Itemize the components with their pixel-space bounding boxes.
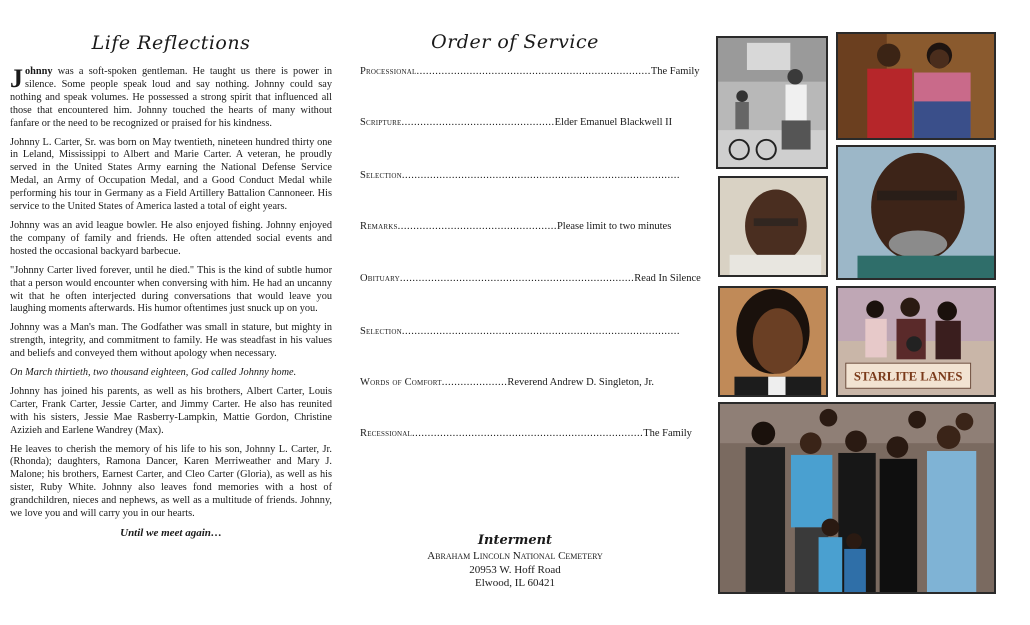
starlite-lanes-sign: STARLITE LANES [853, 369, 963, 384]
service-item-label: Selection [360, 170, 402, 181]
leader-dots: ......................................................................................... [401, 326, 680, 337]
family-group-image [720, 404, 994, 592]
reflection-paragraph-8: He leaves to cherish the memory of his life to his son, Johnny L. Carter, Jr. (Rhonda); daughters, Ramona Dancer, Karen Merriweather and Mary J. Malone; his brothers, Earnest Carter, and Cleo Carter (Gloria), as well as his sister, Ruby White. Johnny also leaves fond memories with a host of grandchildren, nieces and nephews, as well as a multitude of friends. Johnny, we love you and will carry you in our hearts. [10, 443, 332, 520]
photo-collage [716, 0, 1000, 625]
photo-portrait-smile [718, 176, 828, 277]
photo-young-man [718, 286, 828, 397]
leader-dots: ..................... [441, 377, 508, 388]
service-item-value: Read In Silence [634, 273, 701, 284]
reflection-paragraph-6: On March thirtieth, two thousand eighteen, God called Johnny home. [10, 367, 297, 379]
cemetery-name: Abraham Lincoln National Cemetery [427, 550, 603, 563]
reflection-paragraph-7: Johnny has joined his parents, as well as his brothers, Albert Carter, Louis Carter, Frank Carter, Jessie Carter, and Jimmy Carter. He also has reunited with his sisters, Jessie Mae Rasberry-Lampkin, Mattie Gordon, Christine Azizieh and Earlene Wandrey (Max). [10, 385, 332, 436]
service-item [360, 117, 676, 128]
photo-portrait-large [836, 145, 996, 280]
interment-title: Interment [477, 533, 553, 548]
leader-dots: ................................................... [397, 221, 557, 232]
portrait-large-image [838, 147, 994, 278]
service-item [360, 221, 676, 232]
service-item-label: Words of Comfort [360, 377, 442, 388]
cemetery-street: 20953 W. Hoff Road [469, 563, 561, 576]
service-item-label: Selection [360, 326, 402, 337]
leader-dots: ......................................................................................... [401, 170, 680, 181]
cemetery-city: Elwood, IL 60421 [475, 576, 555, 589]
life-reflections-title: Life Reflections [91, 32, 251, 54]
service-item [360, 377, 676, 388]
life-reflections-column [10, 0, 332, 539]
service-item-value: The Family [650, 66, 700, 77]
photo-family-group [718, 402, 996, 594]
lead-word: ohnny [25, 66, 53, 77]
leader-dots: ........................................................................... [416, 66, 651, 77]
outdoor-bicycle-image [718, 38, 826, 167]
service-item-value: Please limit to two minutes [556, 221, 672, 232]
interment-block [356, 534, 674, 590]
service-item-value: Elder Emanuel Blackwell II [554, 117, 673, 128]
leader-dots: ................................................. [401, 117, 555, 128]
order-of-service-title: Order of Service [431, 31, 599, 53]
service-item [360, 326, 680, 337]
service-item [360, 170, 680, 181]
service-item-label: Scripture [360, 117, 402, 128]
young-man-image [720, 288, 826, 395]
reflection-paragraph-4: "Johnny Carter lived forever, until he died." This is the kind of subtle humor that a person would encounter when conversing with him. He had an uncanny wit that he often interjected during conversations that would leave you laughing moments afterwards. His humor oftentimes just snuck up on you. [10, 264, 332, 315]
service-item-label: Remarks [360, 221, 398, 232]
drop-cap: J [10, 64, 23, 93]
service-item-label: Processional [360, 66, 417, 77]
photo-outdoor-bicycle [716, 36, 828, 169]
bowling-image [838, 288, 994, 395]
leader-dots: .......................................................................... [411, 428, 644, 439]
couple-image [838, 34, 994, 138]
photo-bowling [836, 286, 996, 397]
service-item-value: The Family [643, 428, 692, 439]
service-item [360, 66, 700, 77]
reflection-paragraph-3: Johnny was an avid league bowler. He also enjoyed fishing. Johnny enjoyed the company of family and friends. He often attended social events and hosted the occasional backyard barbecue. [10, 219, 332, 257]
closing-line: Until we meet again… [120, 527, 222, 539]
reflection-paragraph-5: Johnny was a Man's man. The Godfather was small in stature, but mighty in strength, integrity, and commitment to family. He was steadfast in his values and beliefs and conveyed them without apology when necessary. [10, 322, 332, 360]
reflection-text: was a soft-spoken gentleman. He taught us there is power in silence. Some people speak loud and say nothing. Johnny could say nothing and speak volumes. He possessed a strong spirit that influenced all those that encountered him. Johnny touched the hearts of many without fanfare or the need to be recognized or praised for his kindness. [10, 66, 332, 129]
service-item-value: Reverend Andrew D. Singleton, Jr. [507, 377, 655, 388]
service-item [360, 273, 701, 284]
leader-dots: ........................................................................... [399, 273, 635, 284]
reflection-paragraph-1 [10, 66, 332, 131]
service-item [360, 428, 692, 439]
photo-couple [836, 32, 996, 140]
order-of-service-column [356, 0, 701, 625]
portrait-smile-image [720, 178, 826, 275]
service-item-label: Recessional [360, 428, 412, 439]
service-item-label: Obituary [360, 273, 400, 284]
reflection-paragraph-2: Johnny L. Carter, Sr. was born on May twentieth, nineteen hundred thirty one in Leland, Mississippi to Albert and Marie Carter. A veteran, he proudly served in the United States Army earning the National Defense Service Medal, an Army of Occupation Medal, and a Good Conduct Medal while performing his tour in Germany as a Field Artillery Battalion Cannoneer. His service to the United States of America lasted a total of eight years. [10, 136, 332, 213]
